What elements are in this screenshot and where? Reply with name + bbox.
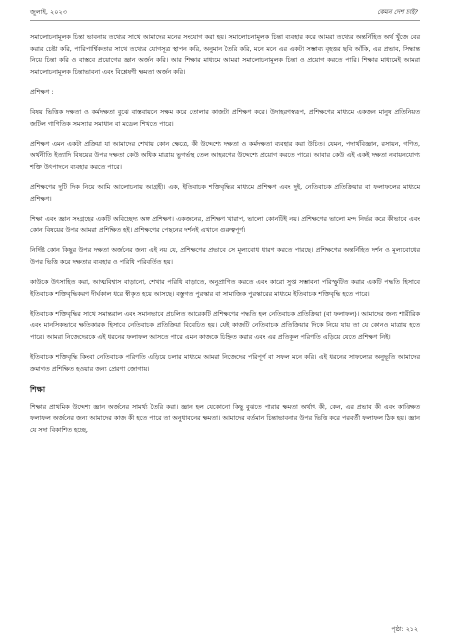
paragraph-10: শিক্ষার প্রাথমিক উদ্দেশ্য জ্ঞান অর্জনের সামর্থ্য তৈরি করা। জ্ঞান হল যেকোনো কিছু বুঝতে পারার ক্ষমতা অর্থাৎ কী, কেন, এর প্রভাব কী এবং কাঙ্ক্ষিত ফলাফল অর্জনের জন্য আমাদের কাজ কী হতে পারে তা অনুধাবনের ক্ষমতা। আমাদের বর্তমান চিন্তাভাবনার উপর ভিত্তি করে পরবর্তী ফলাফল ঠিক হয়। জ্ঞান যে সদা বিকাশিত হচ্ছে, (30, 402, 420, 434)
section-heading-education: শিক্ষা (30, 384, 46, 394)
paragraph-7: কাউকে উৎসাহিত করা, আত্মবিশ্বাস বাড়ানো, শেখার পরিধি বাড়াতে, অনুপ্রাণিত করতে এবং কারো সুপ্ত সম্ভাবনা পরিস্ফুটিত করার একটি পদ্ধতি হিসাবে ইতিবাচক শক্তিবৃদ্ধিকরণ দীর্ঘকাল ধরে স্বীকৃত হয়ে আসছে। বস্তুগত পুরস্কার বা সামাজিক পুরস্কারের মাধ্যমে ইতিবাচক শক্তিবৃদ্ধি হতে পারে। (30, 278, 420, 298)
paragraph-4: প্রশিক্ষণের দুটি দিক নিয়ে আমি আলোচনায় আগ্রহী। এক, ইতিবাচক শক্তিবৃদ্ধির মাধ্যমে প্রশিক্ষণ এবং দুই, নেতিবাচক প্রতিক্রিয়ার বা ফলাফলের মাধ্যমে প্রশিক্ষণ। (30, 182, 420, 203)
paragraph-2: বিষয় ভিত্তিক দক্ষতা ও কর্মদক্ষতা বুঝে বাস্তবায়নে সক্ষম করে তোলার কাজটা প্রশিক্ষণ করে। উদাহরণস্বরূপ, প্রশিক্ষণের মাধ্যমে একজন মানুষ প্রতিনিয়ত জটিল গাণিতিক সমস্যার সমাধান বা মডেল শিখতে পারে। (30, 107, 420, 128)
article-body (30, 32, 420, 445)
paragraph-6: নির্দিষ্ট কোন কিছুর উপর দক্ষতা অর্জনের জন্য এই নয় যে, প্রশিক্ষণের প্রভাবে সে মূল্যবোধ ধারণ করতে পারছে। প্রশিক্ষণের অন্তর্নিহিত দর্শন ও মূল্যবোধের উপর ভিত্তি করে দক্ষতার ব্যবহার ও পরিধি পরিবর্তিত হয়। (30, 246, 420, 266)
header-title: কেমন দেশ চাই? (377, 8, 418, 16)
paragraph-9: ইতিবাচক শক্তিবৃদ্ধি কিংবা নেতিবাচক পরিণতি এড়িয়ে চলার মাধ্যমে আমরা নিজেদের পরিপূর্ণ বা সফল মনে করি। এই ধরনের সাফল্যের অনুভূতি আমাদের ক্রমাগত প্রশিক্ষিত হওয়ার জন্য প্রেরণা জোগায়। (30, 352, 420, 373)
page-number: পৃষ্ঠা: ২১২ (391, 626, 418, 633)
paragraph-3: প্রশিক্ষণ এমন একটা প্রক্রিয়া যা আমাদের শেখায় কোন ক্ষেত্রে, কী উদ্দেশ্যে দক্ষতা ও কর্মদক্ষতা ব্যবহার করা উচিত। যেমন, পদার্থবিজ্ঞান, রসায়ন, গণিত, অর্থনীতি ইত্যাদি বিষয়ের উপর দক্ষতা কেউ অধিক মাত্রায় ভুগর্ভস্থ তেল আহরণের উদ্দেশ্যে প্রয়োগ করতে পারে। আবার কেউ এই একই দক্ষতা নবায়নযোগ্য শক্তি উৎপাদনে ব্যবহার করতে পারে। (30, 139, 420, 171)
paragraph-8: ইতিবাচক শক্তিবৃদ্ধির সাথে সমান্তরাল এবং সমানভাবে প্রচলিত আরেকটি প্রশিক্ষণের পদ্ধতি হল নেতিবাচক প্রতিক্রিয়া (বা ফলাফল)। আমাদের জন্য শারীরিক এবং মানসিকভাবে ক্ষতিকারক হিসাবে নেতিবাচক প্রতিক্রিয়া বিবেচিত হয়। যেই কাজটি নেতিবাচক প্রতিক্রিয়ার দিকে নিয়ে যায় তা যে কোনও মাত্রায় হতে পারে। আমরা নিজেদেরকে এই ধরনের ফলাফল আসতে পারে এমন কাজকে চিহ্নিত করার এবং এর প্রতিকূল পরিণতি এড়িয়ে যেতে প্রশিক্ষণ নিই। (30, 309, 420, 341)
paragraph-5: শিক্ষা এবং জ্ঞান সংগ্রহের একটি অবিচ্ছেদ্য অঙ্গ প্রশিক্ষণ। একজনের, প্রশিক্ষণ খারাপ, ভালো কোনটিই নয়। প্রশিক্ষণের ভালো মন্দ নির্ভর করে কীভাবে এবং কোন বিষয়ের উপর আমরা প্রশিক্ষিত হই। প্রশিক্ষণের পেছনের দর্শনই এখানে গুরুত্বপূর্ণ। (30, 214, 420, 235)
paragraph-1: সমালোচনামূলক চিন্তা ভাবনায় তথ্যের সাথে আমাদের মনের সংযোগ করা হয়। সমালোচনামূলক চিন্তা ব্যবহার করে আমরা তথ্যের অন্তর্নিহিত অর্থ খুঁজে বের করার চেষ্টা করি, পারিপার্শ্বিকতার সাথে তথ্যের যোগসূত্র স্থাপন করি, অনুমান তৈরি করি, মনে মনে এর একটা সম্ভাব্য বৃহত্তর ছবি আঁকি, এর প্রভাব, সিদ্ধান্ত নিয়ে চিন্তা করি ও বাস্তবে প্রয়োগের জ্ঞান অর্জন করি। আর শিক্ষার মাধ্যমে আমরা সমালোচনামূলক চিন্তা ও প্রয়োগ করতে পারি। শিক্ষার মাধ্যমেই আমরা সমালোচনামূলক চিন্তাভাবনা এবং বিশ্লেষণী ক্ষমতা অর্জন করি। (30, 33, 420, 76)
header-date: জুলাই, ২০২৩ (30, 8, 67, 16)
header-divider (30, 20, 420, 21)
section-label-training: প্রশিক্ষণ : (30, 87, 54, 96)
